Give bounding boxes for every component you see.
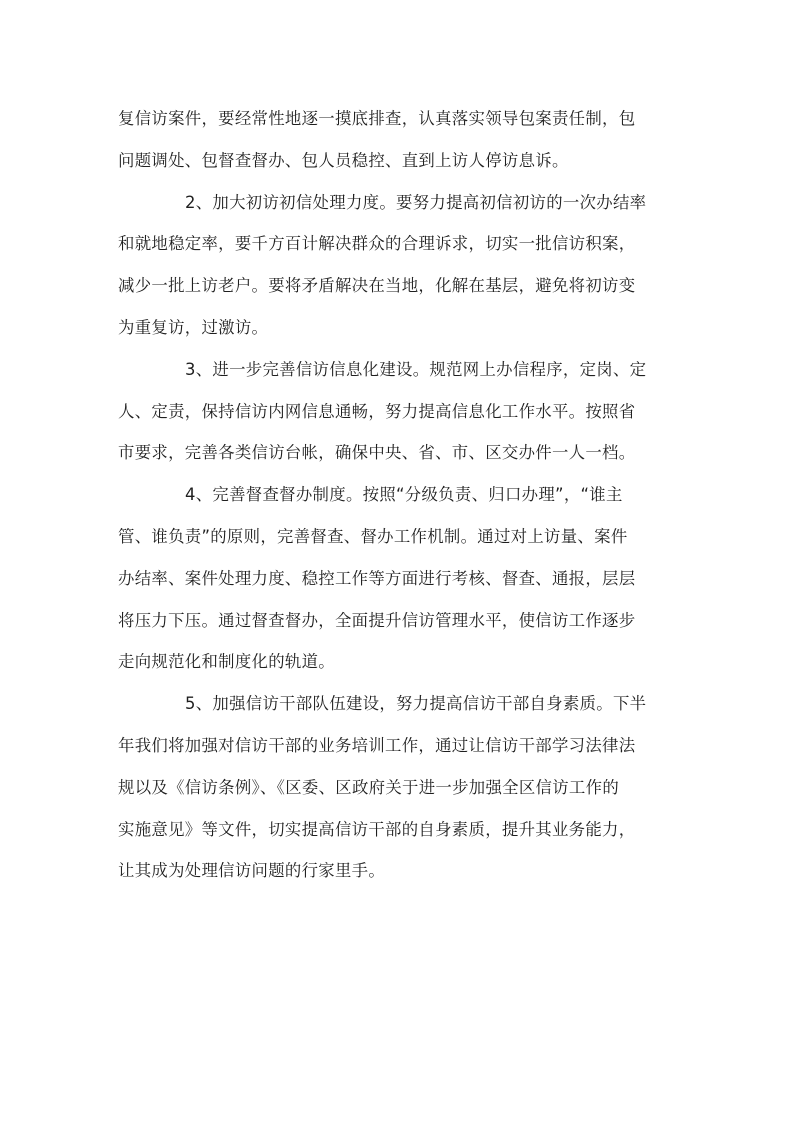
- text-line: 和就地稳定率，要千方百计解决群众的合理诉求，切实一批信访积案，: [118, 234, 636, 254]
- text-line: 问题调处、包督查督办、包人员稳控、直到上访人停访息诉。: [118, 150, 569, 170]
- text-line: 规以及《信访条例》、《区委、区政府关于进一步加强全区信访工作的: [118, 777, 620, 797]
- paragraph-3-start: 3、进一步完善信访信息化建设。规范网上办信程序，定岗、定: [185, 359, 647, 379]
- paragraph-5-start: 5、加强信访干部队伍建设，努力提高信访干部自身素质。下半: [185, 694, 647, 714]
- text-line: 实施意见》等文件，切实提高信访干部的自身素质，提升其业务能力，: [118, 819, 636, 839]
- text-line: 为重复访，过激访。: [118, 317, 269, 337]
- text-line: 人、定责，保持信访内网信息通畅，努力提高信息化工作水平。按照省: [118, 401, 636, 421]
- text-line: 让其成为处理信访问题的行家里手。: [118, 861, 386, 881]
- text-line: 走向规范化和制度化的轨道。: [118, 652, 335, 672]
- text-line: 办结率、案件处理力度、稳控工作等方面进行考核、督查、通报，层层: [118, 568, 636, 588]
- text-line: 管、谁负责”的原则，完善督查、督办工作机制。通过对上访量、案件: [118, 526, 628, 546]
- text-line: 将压力下压。通过督查督办，全面提升信访管理水平，使信访工作逐步: [118, 610, 636, 630]
- text-line: 复信访案件，要经常性地逐一摸底排查，认真落实领导包案责任制，包: [118, 109, 636, 128]
- text-line: 年我们将加强对信访干部的业务培训工作，通过让信访干部学习法律法: [118, 735, 636, 755]
- text-line: 市要求，完善各类信访台帐，确保中央、省、市、区交办件一人一档。: [118, 443, 636, 463]
- paragraph-2-start: 2、加大初访初信处理力度。要努力提高初信初访的一次办结率: [185, 192, 647, 212]
- paragraph-4-start: 4、完善督查督办制度。按照“分级负责、归口办理”，“谁主: [185, 485, 623, 505]
- document-body: [118, 98, 678, 892]
- text-line: 减少一批上访老户。要将矛盾解决在当地，化解在基层，避免将初访变: [118, 276, 636, 296]
